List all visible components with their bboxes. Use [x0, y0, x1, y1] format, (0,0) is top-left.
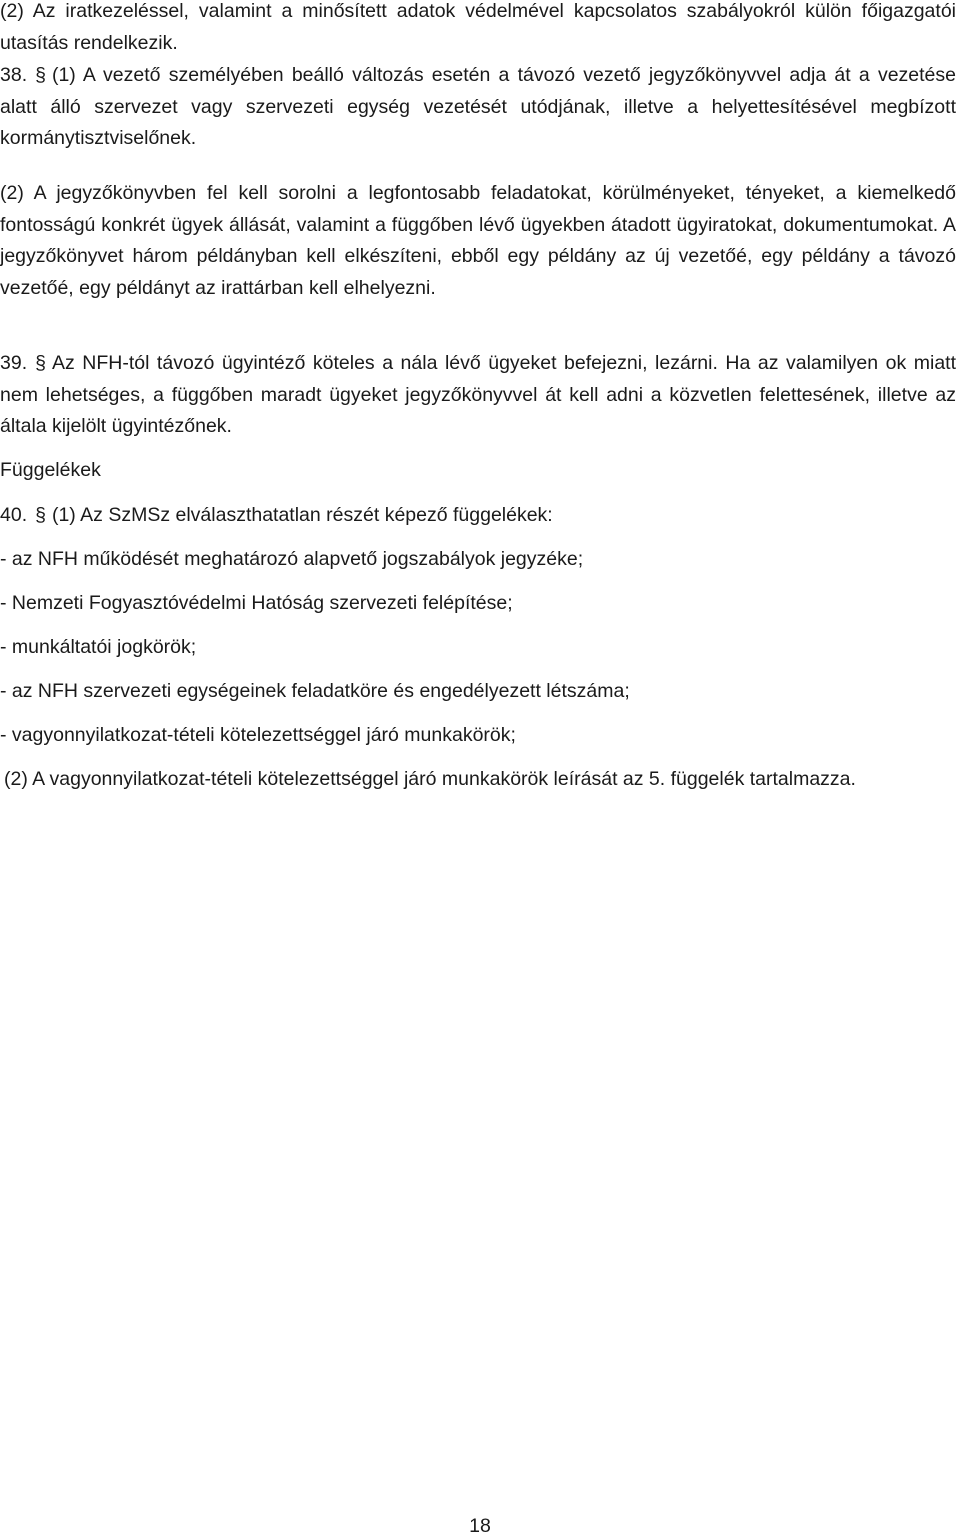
- list-item: - Nemzeti Fogyasztóvédelmi Hatóság szervezeti felépítése;: [0, 592, 513, 614]
- list-item: - vagyonnyilatkozat-tételi kötelezettséggel járó munkakörök;: [0, 724, 516, 746]
- paragraph-39-text: Az NFH-tól távozó ügyintéző köteles a nála lévő ügyeket befejezni, lezárni. Ha az valamilyen ok miatt nem lehetséges, a függőben maradt ügyeket jegyzőkönyvvel át kell adni a közvetlen felettesének, illetve az általa kijelölt ügyintézőnek.: [0, 352, 956, 437]
- list-item: - az NFH működését meghatározó alapvető jogszabályok jegyzéke;: [0, 548, 584, 570]
- list-item: - munkáltatói jogkörök;: [0, 636, 197, 658]
- paragraph-38-text: (1) A vezető személyében beálló változás esetén a távozó vezető jegyzőkönyvvel adja át a vezetése alatt álló szervezet vagy szervezeti egység vezetését utódjának, illetve a helyettesítésével megbízott kormánytisztviselőnek.: [0, 64, 956, 149]
- paragraph-40-text: (1) Az SzMSz elválaszthatatlan részét képező függelékek:: [51, 504, 553, 526]
- section-sign: §: [35, 352, 46, 374]
- section-sign: §: [35, 64, 46, 86]
- paragraph-jegyzokonyv: (2) A jegyzőkönyvben fel kell sorolni a legfontosabb feladatokat, körülményeket, tényeket, a kiemelkedő fontosságú konkrét ügyek állását, valamint a függőben lévő ügyekben átadott ügyiratokat, dokumentumokat. A jegyzőkönyvet három példányban kell elkészíteni, ebből egy példány az új vezetőé, egy példány a távozó vezetőé, egy példányt az irattárban kell elhelyezni.: [0, 182, 956, 299]
- paragraph-vagyonnyilatkozat: (2) A vagyonnyilatkozat-tételi kötelezettséggel járó munkakörök leírását az 5. függelék tartalmazza.: [4, 768, 856, 790]
- section-sign: §: [35, 504, 46, 526]
- paragraph-38: [0, 60, 956, 155]
- paragraph-40: [0, 500, 956, 532]
- paragraph-39: [0, 348, 956, 443]
- list-item: - az NFH szervezeti egységeinek feladatköre és engedélyezett létszáma;: [0, 680, 630, 702]
- section-number-38: 38.: [0, 64, 28, 86]
- section-number-39: 39.: [0, 352, 28, 374]
- paragraph-iratkezeles: (2) Az iratkezeléssel, valamint a minősített adatok védelmével kapcsolatos szabályokról külön főigazgatói utasítás rendelkezik.: [0, 0, 956, 54]
- heading-fuggelekek: Függelékek: [0, 459, 101, 481]
- section-number-40: 40.: [0, 504, 28, 526]
- page-number: 18: [469, 1515, 491, 1537]
